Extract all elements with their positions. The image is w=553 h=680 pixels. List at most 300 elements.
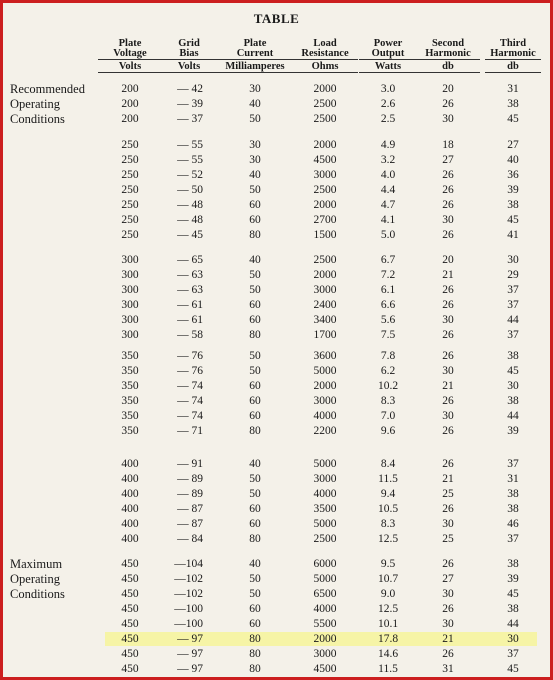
- header-rule: [98, 72, 162, 73]
- cell-load-resistance: 2200: [313, 425, 337, 437]
- cell-power-output: 12.5: [377, 603, 399, 615]
- cell-grid-bias: — 61: [177, 314, 203, 326]
- cell-third-harmonic: 37: [507, 284, 519, 296]
- cell-third-harmonic: 27: [507, 139, 519, 151]
- cell-power-output: 9.6: [380, 425, 396, 437]
- header-rule: [485, 72, 541, 73]
- cell-load-resistance: 3000: [313, 169, 337, 181]
- cell-grid-bias: —100: [174, 603, 203, 615]
- cell-load-resistance: 1500: [313, 229, 337, 241]
- header-line1: Second: [431, 38, 465, 49]
- cell-power-output: 5.6: [380, 314, 396, 326]
- cell-second-harmonic: 30: [442, 518, 454, 530]
- cell-second-harmonic: 26: [442, 458, 454, 470]
- table-row: [3, 153, 550, 168]
- cell-power-output: 5.0: [380, 229, 396, 241]
- cell-third-harmonic: 37: [507, 648, 519, 660]
- cell-second-harmonic: 25: [442, 488, 454, 500]
- table-row: [3, 97, 550, 112]
- cell-plate-voltage: 200: [121, 83, 139, 95]
- cell-grid-bias: — 37: [177, 113, 203, 125]
- cell-plate-current: 60: [249, 503, 261, 515]
- header-rule: [213, 59, 297, 60]
- cell-second-harmonic: 30: [442, 314, 454, 326]
- cell-load-resistance: 2500: [313, 533, 337, 545]
- cell-second-harmonic: 27: [442, 573, 454, 585]
- table-row: [3, 168, 550, 183]
- cell-power-output: 11.5: [378, 663, 398, 675]
- cell-second-harmonic: 30: [442, 618, 454, 630]
- cell-load-resistance: 2000: [313, 83, 337, 95]
- cell-power-output: 4.1: [380, 214, 396, 226]
- table-row: [3, 138, 550, 153]
- maximum-label: Operating: [10, 572, 60, 586]
- cell-third-harmonic: 30: [507, 633, 519, 645]
- cell-plate-current: 50: [249, 284, 261, 296]
- cell-grid-bias: — 63: [177, 269, 203, 281]
- cell-load-resistance: 2000: [313, 269, 337, 281]
- cell-power-output: 17.8: [377, 633, 399, 645]
- cell-plate-voltage: 450: [121, 588, 139, 600]
- cell-grid-bias: — 87: [177, 518, 203, 530]
- cell-load-resistance: 3000: [313, 473, 337, 485]
- recommended-label: Operating: [10, 97, 60, 111]
- cell-load-resistance: 2500: [313, 98, 337, 110]
- cell-plate-current: 40: [249, 558, 261, 570]
- table-row: [3, 632, 550, 647]
- table-row: [3, 662, 550, 677]
- cell-load-resistance: 4000: [313, 603, 337, 615]
- cell-third-harmonic: 37: [507, 458, 519, 470]
- header-third-harmonic: [481, 39, 545, 75]
- cell-plate-voltage: 400: [121, 458, 139, 470]
- cell-plate-voltage: 450: [121, 663, 139, 675]
- cell-grid-bias: — 74: [177, 410, 203, 422]
- cell-load-resistance: 5000: [313, 365, 337, 377]
- cell-plate-current: 80: [249, 633, 261, 645]
- table-row: [3, 349, 550, 364]
- cell-second-harmonic: 20: [442, 83, 454, 95]
- cell-power-output: 7.5: [380, 329, 396, 341]
- cell-load-resistance: 6000: [313, 558, 337, 570]
- cell-second-harmonic: 26: [442, 98, 454, 110]
- cell-plate-current: 40: [249, 98, 261, 110]
- cell-plate-voltage: 450: [121, 573, 139, 585]
- maximum-label: Maximum: [10, 557, 63, 571]
- header-line1: Grid: [178, 38, 200, 49]
- table-row: [3, 394, 550, 409]
- cell-second-harmonic: 26: [442, 350, 454, 362]
- cell-grid-bias: —104: [174, 558, 203, 570]
- cell-second-harmonic: 26: [442, 425, 454, 437]
- cell-power-output: 6.2: [380, 365, 396, 377]
- cell-plate-current: 50: [249, 473, 261, 485]
- cell-second-harmonic: 30: [442, 113, 454, 125]
- cell-plate-current: 50: [249, 113, 261, 125]
- cell-third-harmonic: 39: [507, 184, 519, 196]
- cell-second-harmonic: 26: [442, 299, 454, 311]
- cell-second-harmonic: 26: [442, 169, 454, 181]
- cell-plate-current: 60: [249, 214, 261, 226]
- cell-plate-current: 80: [249, 648, 261, 660]
- cell-third-harmonic: 45: [507, 365, 519, 377]
- cell-plate-voltage: 200: [121, 113, 139, 125]
- cell-second-harmonic: 26: [442, 329, 454, 341]
- header-unit: Volts: [177, 61, 201, 72]
- cell-second-harmonic: 30: [442, 410, 454, 422]
- cell-power-output: 7.2: [380, 269, 396, 281]
- cell-third-harmonic: 37: [507, 329, 519, 341]
- cell-plate-current: 30: [249, 83, 261, 95]
- cell-power-output: 10.5: [377, 503, 399, 515]
- cell-plate-current: 60: [249, 395, 261, 407]
- cell-plate-current: 30: [249, 154, 261, 166]
- cell-plate-voltage: 350: [121, 425, 139, 437]
- cell-third-harmonic: 38: [507, 98, 519, 110]
- table-row: [3, 328, 550, 343]
- cell-plate-voltage: 450: [121, 648, 139, 660]
- cell-plate-voltage: 300: [121, 269, 139, 281]
- cell-plate-current: 60: [249, 603, 261, 615]
- cell-plate-voltage: 300: [121, 284, 139, 296]
- cell-plate-voltage: 300: [121, 314, 139, 326]
- table-row: [3, 457, 550, 472]
- table-row: [3, 112, 550, 127]
- cell-third-harmonic: 44: [507, 618, 519, 630]
- cell-third-harmonic: 45: [507, 214, 519, 226]
- cell-third-harmonic: 46: [507, 518, 519, 530]
- header-rule: [98, 59, 162, 60]
- cell-load-resistance: 5000: [313, 518, 337, 530]
- recommended-label: Recommended: [10, 82, 85, 96]
- table-row: [3, 532, 550, 547]
- cell-plate-voltage: 350: [121, 380, 139, 392]
- cell-load-resistance: 2500: [313, 113, 337, 125]
- cell-plate-current: 80: [249, 229, 261, 241]
- cell-grid-bias: — 89: [177, 488, 203, 500]
- cell-grid-bias: — 61: [177, 299, 203, 311]
- cell-grid-bias: — 58: [177, 329, 203, 341]
- cell-plate-voltage: 450: [121, 558, 139, 570]
- table-row: [3, 472, 550, 487]
- cell-load-resistance: 4500: [313, 663, 337, 675]
- table-row: [3, 313, 550, 328]
- cell-grid-bias: — 45: [177, 229, 203, 241]
- cell-third-harmonic: 38: [507, 603, 519, 615]
- cell-power-output: 8.3: [380, 518, 396, 530]
- cell-third-harmonic: 38: [507, 350, 519, 362]
- cell-plate-current: 60: [249, 410, 261, 422]
- cell-second-harmonic: 26: [442, 184, 454, 196]
- header-line2: Resistance: [301, 48, 349, 59]
- cell-power-output: 7.0: [380, 410, 396, 422]
- header-line1: Load: [313, 38, 337, 49]
- cell-plate-voltage: 250: [121, 199, 139, 211]
- header-unit: Volts: [118, 61, 142, 72]
- header-line2: Bias: [179, 48, 199, 59]
- cell-plate-current: 60: [249, 618, 261, 630]
- cell-third-harmonic: 37: [507, 533, 519, 545]
- cell-grid-bias: — 39: [177, 98, 203, 110]
- cell-plate-voltage: 400: [121, 473, 139, 485]
- header-rule: [485, 59, 541, 60]
- cell-load-resistance: 6500: [313, 588, 337, 600]
- cell-plate-voltage: 350: [121, 365, 139, 377]
- cell-third-harmonic: 39: [507, 573, 519, 585]
- table-row: [3, 587, 550, 602]
- cell-plate-voltage: 350: [121, 350, 139, 362]
- cell-plate-current: 80: [249, 425, 261, 437]
- table-row: [3, 424, 550, 439]
- cell-plate-voltage: 250: [121, 139, 139, 151]
- cell-plate-current: 50: [249, 365, 261, 377]
- cell-plate-current: 40: [249, 458, 261, 470]
- cell-plate-voltage: 300: [121, 254, 139, 266]
- cell-second-harmonic: 21: [442, 473, 454, 485]
- cell-third-harmonic: 38: [507, 199, 519, 211]
- recommended-label: Conditions: [10, 112, 65, 126]
- header-line1: Plate: [243, 38, 267, 49]
- cell-load-resistance: 3500: [313, 503, 337, 515]
- cell-power-output: 8.3: [380, 395, 396, 407]
- cell-second-harmonic: 25: [442, 533, 454, 545]
- cell-third-harmonic: 45: [507, 588, 519, 600]
- cell-power-output: 8.4: [380, 458, 396, 470]
- cell-grid-bias: — 71: [177, 425, 203, 437]
- cell-grid-bias: — 63: [177, 284, 203, 296]
- table-row: [3, 213, 550, 228]
- cell-plate-current: 50: [249, 573, 261, 585]
- cell-plate-voltage: 250: [121, 214, 139, 226]
- cell-plate-voltage: 400: [121, 503, 139, 515]
- header-rule: [416, 72, 480, 73]
- header-line2: Current: [236, 48, 274, 59]
- cell-plate-voltage: 300: [121, 329, 139, 341]
- cell-power-output: 10.7: [377, 573, 399, 585]
- cell-load-resistance: 4000: [313, 488, 337, 500]
- cell-plate-voltage: 450: [121, 603, 139, 615]
- cell-power-output: 10.1: [377, 618, 399, 630]
- header-rule: [359, 59, 417, 60]
- cell-plate-voltage: 250: [121, 154, 139, 166]
- cell-second-harmonic: 26: [442, 648, 454, 660]
- cell-grid-bias: — 42: [177, 83, 203, 95]
- cell-plate-current: 40: [249, 169, 261, 181]
- cell-second-harmonic: 18: [442, 139, 454, 151]
- cell-third-harmonic: 40: [507, 154, 519, 166]
- cell-second-harmonic: 21: [442, 269, 454, 281]
- cell-grid-bias: — 97: [177, 663, 203, 675]
- table-row: [3, 253, 550, 268]
- cell-load-resistance: 5500: [313, 618, 337, 630]
- header-unit: Milliamperes: [225, 61, 285, 72]
- header-line2: Harmonic: [490, 48, 536, 59]
- cell-plate-current: 40: [249, 254, 261, 266]
- cell-plate-voltage: 450: [121, 618, 139, 630]
- cell-plate-voltage: 250: [121, 229, 139, 241]
- cell-grid-bias: — 50: [177, 184, 203, 196]
- cell-third-harmonic: 30: [507, 254, 519, 266]
- table-row: [3, 228, 550, 243]
- header-rule: [213, 72, 297, 73]
- header-rule: [416, 59, 480, 60]
- cell-second-harmonic: 26: [442, 284, 454, 296]
- cell-grid-bias: — 91: [177, 458, 203, 470]
- table-row: [3, 602, 550, 617]
- cell-plate-current: 30: [249, 139, 261, 151]
- cell-second-harmonic: 21: [442, 380, 454, 392]
- cell-load-resistance: 3000: [313, 284, 337, 296]
- cell-power-output: 10.2: [377, 380, 399, 392]
- cell-third-harmonic: 38: [507, 395, 519, 407]
- cell-plate-current: 80: [249, 533, 261, 545]
- cell-second-harmonic: 20: [442, 254, 454, 266]
- cell-load-resistance: 2000: [313, 139, 337, 151]
- cell-second-harmonic: 30: [442, 214, 454, 226]
- cell-grid-bias: — 87: [177, 503, 203, 515]
- cell-plate-current: 60: [249, 299, 261, 311]
- cell-second-harmonic: 26: [442, 558, 454, 570]
- cell-load-resistance: 2700: [313, 214, 337, 226]
- cell-second-harmonic: 26: [442, 603, 454, 615]
- cell-load-resistance: 4000: [313, 410, 337, 422]
- cell-plate-current: 80: [249, 663, 261, 675]
- cell-grid-bias: — 48: [177, 214, 203, 226]
- cell-third-harmonic: 31: [507, 83, 519, 95]
- cell-grid-bias: — 74: [177, 395, 203, 407]
- cell-load-resistance: 3400: [313, 314, 337, 326]
- cell-grid-bias: — 65: [177, 254, 203, 266]
- table-row: [3, 82, 550, 97]
- cell-third-harmonic: 37: [507, 299, 519, 311]
- cell-third-harmonic: 45: [507, 663, 519, 675]
- table-row: [3, 379, 550, 394]
- header-line2: Harmonic: [425, 48, 471, 59]
- cell-third-harmonic: 44: [507, 410, 519, 422]
- cell-second-harmonic: 30: [442, 365, 454, 377]
- cell-plate-voltage: 200: [121, 98, 139, 110]
- cell-plate-current: 50: [249, 488, 261, 500]
- cell-grid-bias: — 97: [177, 648, 203, 660]
- table-row: [3, 298, 550, 313]
- table-row: [3, 517, 550, 532]
- table-row: [3, 183, 550, 198]
- cell-power-output: 6.6: [380, 299, 396, 311]
- cell-plate-voltage: 450: [121, 633, 139, 645]
- cell-plate-current: 80: [249, 329, 261, 341]
- cell-plate-current: 60: [249, 314, 261, 326]
- cell-power-output: 12.5: [377, 533, 399, 545]
- cell-power-output: 11.5: [378, 473, 398, 485]
- cell-second-harmonic: 26: [442, 395, 454, 407]
- table-row: [3, 283, 550, 298]
- cell-load-resistance: 3600: [313, 350, 337, 362]
- cell-third-harmonic: 36: [507, 169, 519, 181]
- cell-grid-bias: — 48: [177, 199, 203, 211]
- cell-grid-bias: — 76: [177, 350, 203, 362]
- cell-grid-bias: — 74: [177, 380, 203, 392]
- cell-load-resistance: 3000: [313, 395, 337, 407]
- header-second-harmonic: [412, 39, 484, 75]
- cell-load-resistance: 2000: [313, 199, 337, 211]
- table-row: [3, 409, 550, 424]
- header-load-resistance: [288, 39, 362, 75]
- cell-second-harmonic: 30: [442, 588, 454, 600]
- cell-grid-bias: —100: [174, 618, 203, 630]
- cell-plate-current: 50: [249, 269, 261, 281]
- table-row: [3, 647, 550, 662]
- cell-power-output: 6.7: [380, 254, 396, 266]
- cell-third-harmonic: 44: [507, 314, 519, 326]
- table-row: [3, 502, 550, 517]
- header-unit: db: [442, 61, 454, 72]
- cell-power-output: 2.5: [380, 113, 396, 125]
- cell-load-resistance: 5000: [313, 458, 337, 470]
- cell-second-harmonic: 27: [442, 154, 454, 166]
- cell-third-harmonic: 30: [507, 380, 519, 392]
- header-line2: Output: [371, 48, 405, 59]
- cell-second-harmonic: 26: [442, 199, 454, 211]
- cell-power-output: 4.0: [380, 169, 396, 181]
- table-row: [3, 487, 550, 502]
- cell-grid-bias: —102: [174, 573, 203, 585]
- cell-load-resistance: 2500: [313, 254, 337, 266]
- header-plate-voltage: [94, 39, 166, 75]
- header-rule: [359, 72, 417, 73]
- maximum-label: Conditions: [10, 587, 65, 601]
- cell-load-resistance: 2000: [313, 380, 337, 392]
- cell-power-output: 9.5: [380, 558, 396, 570]
- table-row: [3, 364, 550, 379]
- cell-plate-voltage: 400: [121, 533, 139, 545]
- header-line2: Voltage: [113, 48, 147, 59]
- header-line1: Third: [499, 38, 527, 49]
- cell-second-harmonic: 26: [442, 229, 454, 241]
- cell-plate-current: 50: [249, 588, 261, 600]
- cell-plate-voltage: 350: [121, 395, 139, 407]
- cell-second-harmonic: 31: [442, 663, 454, 675]
- cell-grid-bias: — 97: [177, 633, 203, 645]
- cell-third-harmonic: 39: [507, 425, 519, 437]
- cell-load-resistance: 2500: [313, 184, 337, 196]
- cell-power-output: 4.7: [380, 199, 396, 211]
- cell-grid-bias: — 52: [177, 169, 203, 181]
- cell-third-harmonic: 38: [507, 558, 519, 570]
- cell-second-harmonic: 26: [442, 503, 454, 515]
- cell-power-output: 4.9: [380, 139, 396, 151]
- cell-plate-current: 60: [249, 518, 261, 530]
- cell-power-output: 3.2: [380, 154, 396, 166]
- cell-grid-bias: —102: [174, 588, 203, 600]
- cell-plate-current: 60: [249, 199, 261, 211]
- header-line1: Plate: [118, 38, 142, 49]
- cell-power-output: 7.8: [380, 350, 396, 362]
- cell-plate-voltage: 250: [121, 169, 139, 181]
- cell-grid-bias: — 55: [177, 154, 203, 166]
- cell-third-harmonic: 31: [507, 473, 519, 485]
- cell-third-harmonic: 29: [507, 269, 519, 281]
- cell-load-resistance: 2400: [313, 299, 337, 311]
- header-line1: Power: [373, 38, 403, 49]
- cell-power-output: 6.1: [380, 284, 396, 296]
- cell-second-harmonic: 21: [442, 633, 454, 645]
- cell-plate-current: 50: [249, 350, 261, 362]
- header-unit: Ohms: [311, 61, 339, 72]
- header-unit: Watts: [374, 61, 402, 72]
- cell-power-output: 14.6: [377, 648, 399, 660]
- table-row: [3, 617, 550, 632]
- header-unit: db: [507, 61, 519, 72]
